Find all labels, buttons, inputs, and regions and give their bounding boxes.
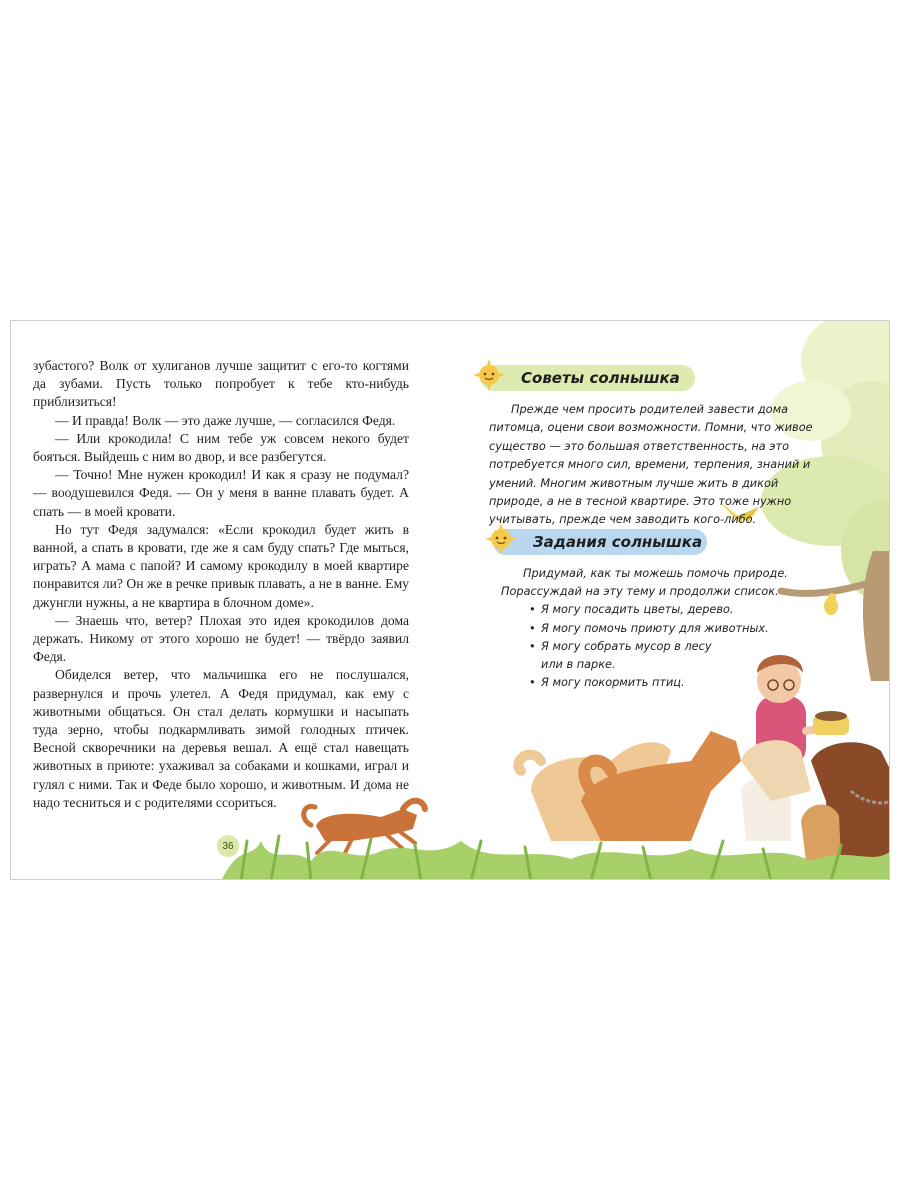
list-item: • Я могу посадить цветы, дерево.	[529, 601, 801, 619]
story-paragraph: Обиделся ветер, что мальчишка его не послушался, развернулся и прочь улетел. А Федя придумал, как ему с животными общаться. Он стал делать кормушки и насыпать туда зерно, чтобы подкармливать зимой голодных птичек. Весной скворечники на деревья вешал. А ещё стал навещать животных в приюте: ухаживал за собаками и кошками, играл и гулял с ними. Так и Феде было хорошо, и животным. И дома не надо тесниться и с родителями ссориться.	[33, 667, 409, 810]
tasks-block	[501, 565, 801, 692]
tasks-list	[501, 601, 801, 692]
sun-icon	[473, 359, 505, 391]
advice-text-block	[489, 401, 829, 530]
tasks-title: Задания солнышка	[533, 533, 703, 551]
list-item: • Я могу помочь приюту для животных.	[529, 620, 801, 638]
bird-on-branch	[824, 593, 838, 615]
book-spread	[10, 320, 890, 880]
puppy-small	[801, 805, 841, 861]
list-item: • Я могу собрать мусор в лесу	[529, 638, 801, 656]
story-paragraph: — Точно! Мне нужен крокодил! И как я сразу не подумал? — воодушевился Федя. — Он у меня в ванне плавать будет. А спать — в моей кровати.	[33, 467, 409, 519]
advice-text: Прежде чем просить родителей завести дома питомца, оцени свои возможности. Помни, что живое существо — это большая ответственность, на это потребуется много сил, времени, терпения, знаний и умений. Многим животным лучше жить в дикой природе, а не в тесной квартире. Это тоже нужно учитывать, прежде чем заводить кого-либо.	[489, 403, 813, 527]
tree-trunk	[863, 551, 890, 681]
tasks-banner	[493, 529, 707, 555]
tasks-intro: Придумай, как ты можешь помочь природе. Порассуждай на эту тему и продолжи список.	[501, 567, 788, 599]
story-paragraph: зубастого? Волк от хулиганов лучше защитит с его-то когтями да зубами. Пусть только попробует к тебе кто-нибудь приблизиться!	[33, 358, 409, 410]
list-item: • Я могу покормить птиц.	[529, 674, 801, 692]
sun-icon	[485, 523, 517, 555]
story-paragraph: — Знаешь что, ветер? Плохая это идея крокодилов дома держать. Никому от этого хорошо не будет! — твёрдо заявил Федя.	[33, 612, 409, 665]
story-paragraph: — Или крокодила! С ним тебе уж совсем некого будет бояться. Выйдешь с ним во двор, и все разбегутся.	[33, 430, 409, 465]
advice-title: Советы солнышка	[521, 369, 680, 387]
story-paragraph: — И правда! Волк — это даже лучше, — согласился Федя.	[55, 412, 396, 428]
story-text	[33, 357, 409, 812]
grass	[221, 836, 890, 880]
page-number: 36	[217, 835, 239, 857]
advice-banner	[481, 365, 695, 391]
story-paragraph: Но тут Федя задумался: «Если крокодил будет жить в ванной, а спать в кровати, где же я сам буду спать? Где мыться, играть? А мама с папой? И самому крокодилу в моей квартире понравится ли? Он же в речке привык плавать, а не в ванне. Ему джунгли нужны, а не квартира в блочном доме».	[33, 521, 409, 610]
list-item-continuation: или в парке.	[541, 658, 616, 672]
